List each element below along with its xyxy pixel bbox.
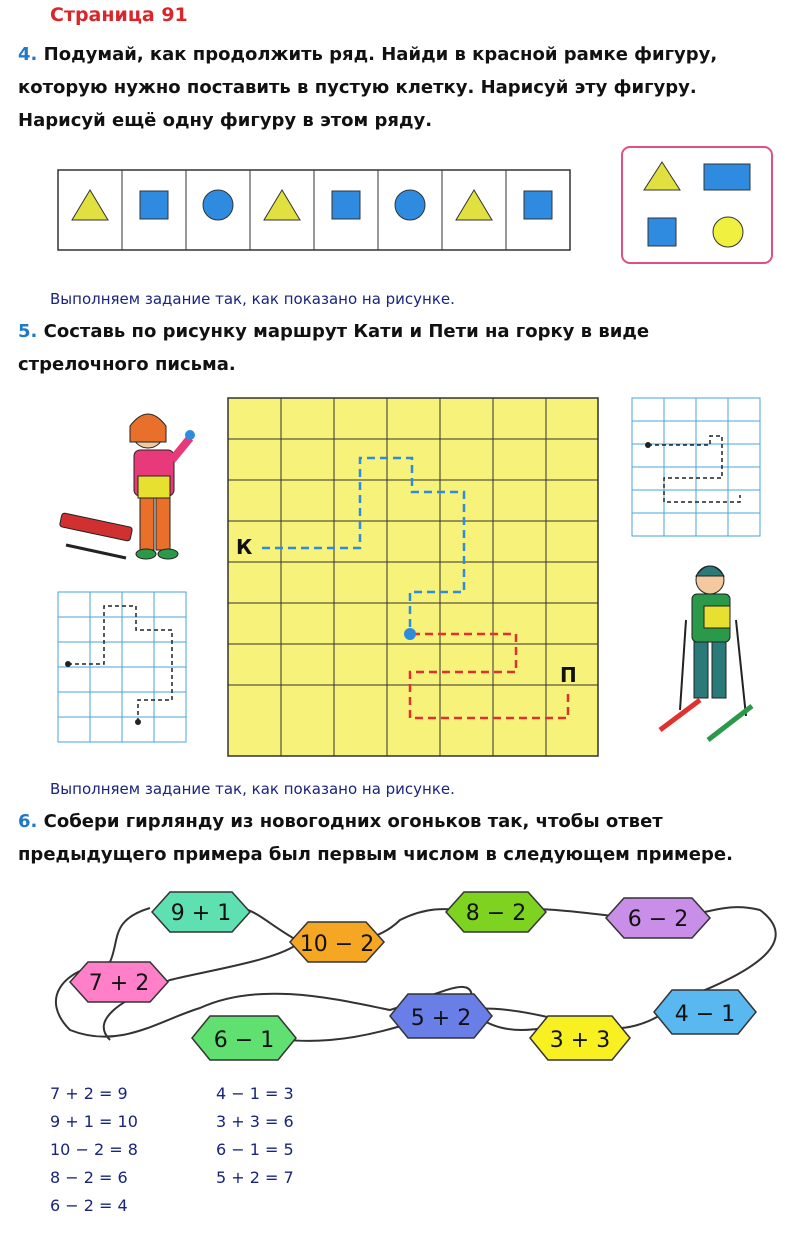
answer-line: 6 − 1 = 5 bbox=[216, 1140, 294, 1159]
task5-line-1: Составь по рисунку маршрут Кати и Пети на горку в виде bbox=[43, 321, 650, 342]
answer-line: 6 − 2 = 4 bbox=[50, 1196, 128, 1215]
light-5+2-text: 5 + 2 bbox=[410, 1006, 472, 1031]
task5-number: 5. bbox=[18, 321, 38, 342]
task5-note: Выполняем задание так, как показано на рисунке. bbox=[50, 780, 455, 798]
task5-line-2: стрелочного письма. bbox=[18, 354, 236, 375]
light-6-1 bbox=[192, 1016, 296, 1060]
answer-line: 7 + 2 = 9 bbox=[50, 1084, 128, 1103]
light-4-1 bbox=[654, 990, 756, 1034]
sequence-row bbox=[58, 170, 570, 250]
task5-figures bbox=[0, 380, 800, 780]
red-frame bbox=[622, 147, 772, 263]
page-title: Страница 91 bbox=[50, 4, 188, 26]
hill-point bbox=[404, 628, 416, 640]
light-3+3 bbox=[530, 1016, 630, 1060]
task4-number: 4. bbox=[18, 44, 38, 65]
blue-square-icon bbox=[648, 218, 676, 246]
light-4-1-text: 4 − 1 bbox=[674, 1002, 736, 1027]
answer-line: 8 − 2 = 6 bbox=[50, 1168, 128, 1187]
route-grid bbox=[228, 398, 598, 756]
blue-rectangle-icon bbox=[704, 164, 750, 190]
petya-figure-icon bbox=[660, 566, 752, 740]
task6-number: 6. bbox=[18, 811, 38, 832]
task4-figures bbox=[0, 140, 800, 280]
light-9+1-text: 9 + 1 bbox=[170, 901, 232, 926]
blue-square-icon bbox=[524, 191, 552, 219]
garland bbox=[0, 870, 800, 1070]
light-9+1 bbox=[152, 892, 250, 932]
answer-line: 4 − 1 = 3 bbox=[216, 1084, 294, 1103]
label-p: П bbox=[560, 663, 577, 687]
light-8-2-text: 8 − 2 bbox=[465, 901, 527, 926]
task6-line-2: предыдущего примера был первым числом в следующем примере. bbox=[18, 844, 733, 865]
task4-note: Выполняем задание так, как показано на рисунке. bbox=[50, 290, 455, 308]
light-8-2 bbox=[446, 892, 546, 932]
answers-column-2 bbox=[216, 1080, 294, 1192]
task4-line-2: которую нужно поставить в пустую клетку. Нарисуй эту фигуру. bbox=[18, 77, 697, 98]
blue-square-icon bbox=[140, 191, 168, 219]
yellow-circle-icon bbox=[713, 217, 743, 247]
blue-circle-icon bbox=[203, 190, 233, 220]
answer-line: 3 + 3 = 6 bbox=[216, 1112, 294, 1131]
light-10-2-text: 10 − 2 bbox=[299, 932, 375, 957]
task4-text bbox=[18, 38, 788, 137]
light-3+3-text: 3 + 3 bbox=[549, 1028, 611, 1053]
light-7+2 bbox=[70, 962, 168, 1002]
katya-figure-icon bbox=[59, 414, 195, 559]
task4-line-3: Нарисуй ещё одну фигуру в этом ряду. bbox=[18, 110, 433, 131]
light-5+2 bbox=[390, 994, 492, 1038]
task4-line-1: Подумай, как продолжить ряд. Найди в красной рамке фигуру, bbox=[43, 44, 718, 65]
light-10-2 bbox=[290, 922, 384, 962]
light-6-1-text: 6 − 1 bbox=[213, 1028, 275, 1053]
answer-line: 5 + 2 = 7 bbox=[216, 1168, 294, 1187]
answer-line: 9 + 1 = 10 bbox=[50, 1112, 138, 1131]
answer-line: 10 − 2 = 8 bbox=[50, 1140, 138, 1159]
light-7+2-text: 7 + 2 bbox=[88, 971, 150, 996]
task6-line-1: Собери гирлянду из новогодних огоньков так, чтобы ответ bbox=[43, 811, 663, 832]
blue-circle-icon bbox=[395, 190, 425, 220]
small-grid-left bbox=[58, 592, 186, 742]
task6-text bbox=[18, 805, 788, 871]
label-k: К bbox=[236, 535, 253, 559]
small-grid-right bbox=[632, 398, 760, 536]
blue-square-icon bbox=[332, 191, 360, 219]
answers-column-1 bbox=[50, 1080, 138, 1220]
light-6-2 bbox=[606, 898, 710, 938]
task5-text bbox=[18, 315, 788, 381]
answers bbox=[50, 1080, 450, 1240]
light-6-2-text: 6 − 2 bbox=[627, 907, 689, 932]
